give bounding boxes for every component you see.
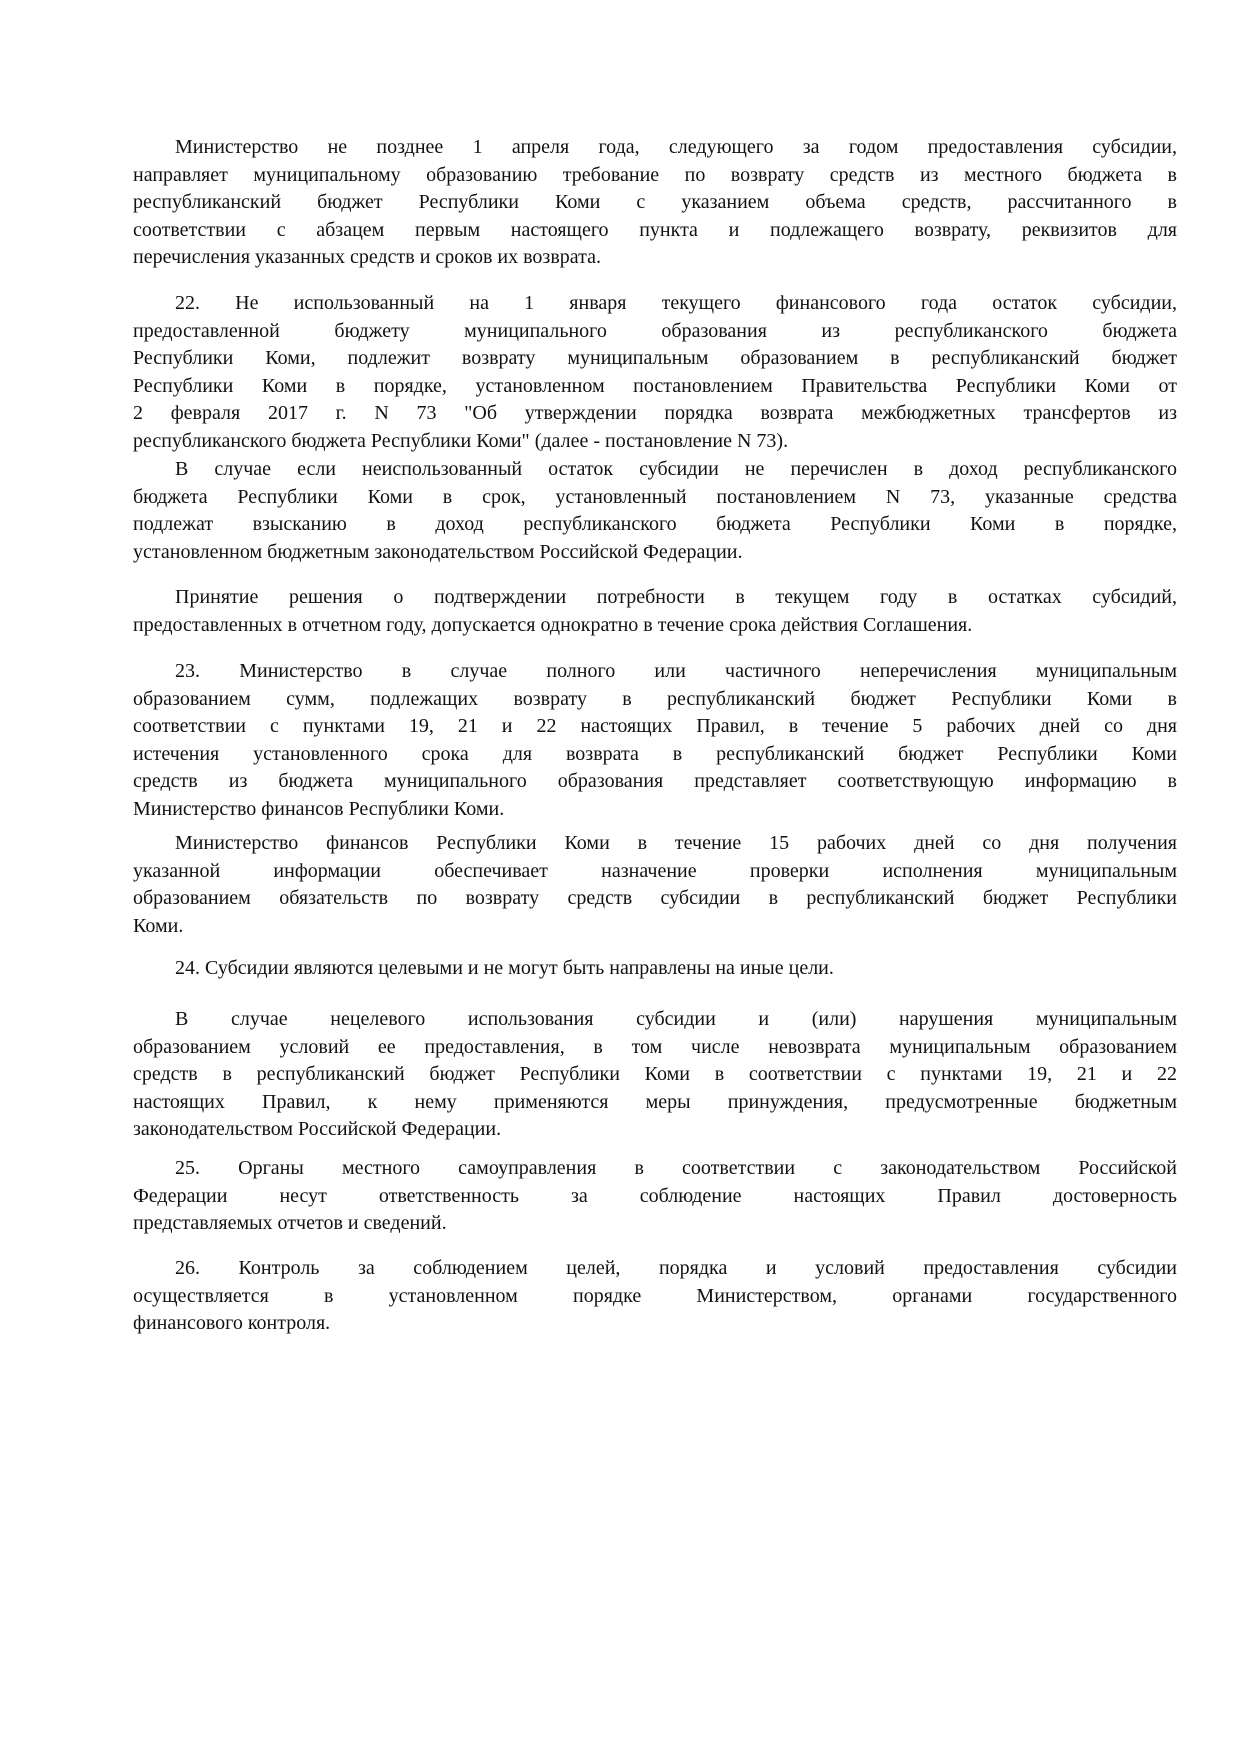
- paragraph: [133, 584, 1177, 639]
- paragraph: [133, 290, 1177, 456]
- paragraph: [133, 134, 1177, 272]
- paragraph-line: бюджета Республики Коми в срок, установленный постановлением N 73, указанные средства: [133, 485, 1177, 508]
- paragraph-line: 23. Министерство в случае полного или частичного неперечисления муниципальным: [175, 660, 1177, 682]
- paragraph: [133, 955, 1177, 983]
- paragraph-line: осуществляется в установленном порядке Министерством, органами государственного: [133, 1284, 1177, 1307]
- paragraph-line: 25. Органы местного самоуправления в соответствии с законодательством Российской: [175, 1157, 1177, 1179]
- paragraph-line: В случае если неиспользованный остаток субсидии не перечислен в доход республиканского: [175, 458, 1177, 480]
- paragraph-line: настоящих Правил, к нему применяются меры принуждения, предусмотренные бюджетным: [133, 1090, 1177, 1113]
- paragraph-line: истечения установленного срока для возврата в республиканский бюджет Республики Коми: [133, 742, 1177, 765]
- paragraph-line: образованием сумм, подлежащих возврату в республиканский бюджет Республики Коми в: [133, 687, 1177, 710]
- paragraph-line: Министерство финансов Республики Коми в течение 15 рабочих дней со дня получения: [175, 832, 1177, 854]
- paragraph-line: 2 февраля 2017 г. N 73 "Об утверждении порядка возврата межбюджетных трансфертов из: [133, 402, 1177, 425]
- paragraph-line: Республики Коми, подлежит возврату муниципальным образованием в республиканский бюджет: [133, 347, 1177, 370]
- paragraph-line: предоставленной бюджету муниципального образования из республиканского бюджета: [133, 319, 1177, 342]
- paragraph-line: Республики Коми в порядке, установленном постановлением Правительства Республики Коми от: [133, 374, 1177, 397]
- paragraph-line: законодательством Российской Федерации.: [133, 1118, 502, 1141]
- paragraph-line: Коми.: [133, 914, 184, 937]
- paragraph: [133, 658, 1177, 824]
- paragraph-line: средств в республиканский бюджет Республики Коми в соответствии с пунктами 19, 21 и 22: [133, 1063, 1177, 1086]
- paragraph-line: соответствии с пунктами 19, 21 и 22 настоящих Правил, в течение 5 рабочих дней со дня: [133, 715, 1177, 738]
- paragraph-line: 26. Контроль за соблюдением целей, порядка и условий предоставления субсидии: [175, 1257, 1177, 1279]
- paragraph: [133, 1006, 1177, 1144]
- paragraph-line: финансового контроля.: [133, 1312, 331, 1335]
- paragraph: [133, 1255, 1177, 1338]
- paragraph-line: Министерство финансов Республики Коми.: [133, 797, 505, 820]
- paragraph-line: республиканского бюджета Республики Коми" (далее - постановление N 73).: [133, 429, 789, 452]
- paragraph: [133, 830, 1177, 940]
- paragraph-line: республиканский бюджет Республики Коми с указанием объема средств, рассчитанного в: [133, 191, 1177, 214]
- paragraph-line: образованием условий ее предоставления, в том числе невозврата муниципальным образованием: [133, 1035, 1177, 1058]
- paragraph-line: установленном бюджетным законодательством Российской Федерации.: [133, 540, 743, 563]
- paragraph: [133, 1155, 1177, 1238]
- paragraph-line: 22. Не использованный на 1 января текущего финансового года остаток субсидии,: [175, 292, 1177, 314]
- paragraph: [133, 456, 1177, 566]
- paragraph-line: направляет муниципальному образованию требование по возврату средств из местного бюджета в: [133, 163, 1177, 186]
- paragraph-line: указанной информации обеспечивает назначение проверки исполнения муниципальным: [133, 859, 1177, 882]
- paragraph-line: предоставленных в отчетном году, допускается однократно в течение срока действия Соглашения.: [133, 613, 973, 636]
- paragraph-line: В случае нецелевого использования субсидии и (или) нарушения муниципальным: [175, 1008, 1177, 1030]
- paragraph-line: подлежат взысканию в доход республиканского бюджета Республики Коми в порядке,: [133, 513, 1177, 536]
- paragraph-line: образованием обязательств по возврату средств субсидии в республиканский бюджет Республики: [133, 887, 1177, 910]
- paragraph-line: Министерство не позднее 1 апреля года, следующего за годом предоставления субсидии,: [175, 136, 1177, 158]
- paragraph-line: представляемых отчетов и сведений.: [133, 1212, 447, 1235]
- paragraph-line: Федерации несут ответственность за соблюдение настоящих Правил достоверность: [133, 1184, 1177, 1207]
- paragraph-line: соответствии с абзацем первым настоящего пункта и подлежащего возврату, реквизитов для: [133, 218, 1177, 241]
- paragraph-line: перечисления указанных средств и сроков их возврата.: [133, 246, 601, 269]
- paragraph-line: 24. Субсидии являются целевыми и не могут быть направлены на иные цели.: [175, 957, 834, 979]
- paragraph-line: Принятие решения о подтверждении потребности в текущем году в остатках субсидий,: [175, 586, 1177, 608]
- paragraph-line: средств из бюджета муниципального образования представляет соответствующую информацию в: [133, 770, 1177, 793]
